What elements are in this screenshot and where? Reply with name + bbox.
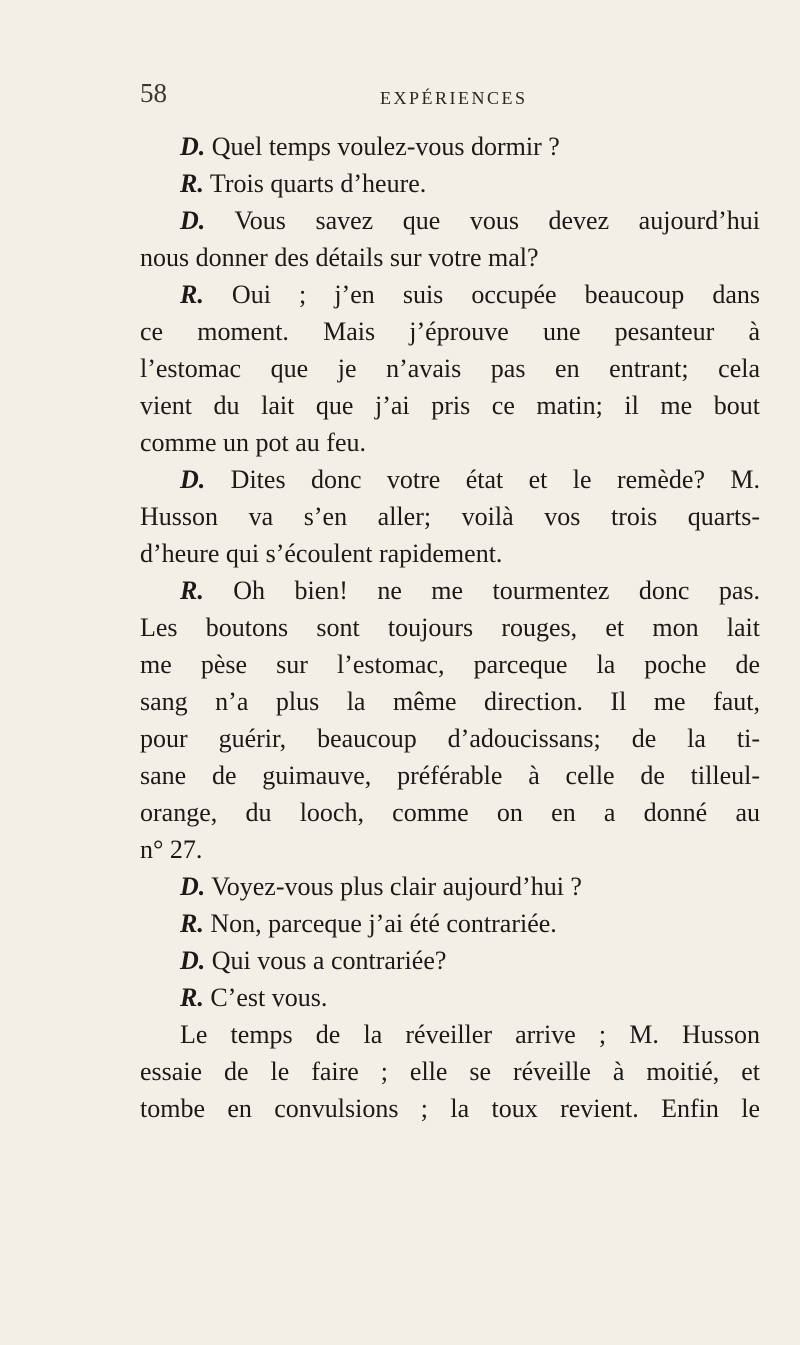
- line-text: Husson va s’en aller; voilà vos trois quarts-: [140, 502, 760, 531]
- text-line: [140, 461, 760, 498]
- text-line: [140, 387, 760, 424]
- speaker-label: R.: [180, 983, 204, 1012]
- text-line: [140, 535, 760, 572]
- text-line: [140, 831, 760, 868]
- text-line: [140, 165, 760, 202]
- body-text: [140, 128, 760, 1127]
- speaker-label: R.: [180, 909, 204, 938]
- text-line: [140, 757, 760, 794]
- line-text: C’est vous.: [203, 983, 328, 1012]
- line-text: Oh bien! ne me tourmentez donc pas.: [203, 576, 760, 605]
- line-text: Quel temps voulez-vous dormir ?: [205, 132, 560, 161]
- page-header: [140, 78, 760, 118]
- line-text: Dites donc votre état et le remède? M.: [205, 465, 760, 494]
- text-line: [140, 609, 760, 646]
- text-line: [140, 1016, 760, 1053]
- text-line: [140, 276, 760, 313]
- text-line: [140, 202, 760, 239]
- text-line: [140, 239, 760, 276]
- line-text: Trois quarts d’heure.: [203, 169, 427, 198]
- text-line: [140, 313, 760, 350]
- speaker-label: D.: [180, 465, 206, 494]
- text-line: [140, 498, 760, 535]
- text-line: [140, 905, 760, 942]
- text-line: [140, 1090, 760, 1127]
- speaker-label: D.: [180, 132, 206, 161]
- text-line: [140, 979, 760, 1016]
- line-text: pour guérir, beaucoup d’adoucissans; de la ti-: [140, 724, 760, 753]
- line-text: essaie de le faire ; elle se réveille à moitié, et: [140, 1057, 760, 1086]
- running-head: EXPÉRIENCES: [380, 88, 528, 108]
- line-text: tombe en convulsions ; la toux revient. Enfin le: [140, 1094, 760, 1123]
- line-text: Non, parceque j’ai été contrariée.: [203, 909, 557, 938]
- line-text: n° 27.: [140, 835, 203, 864]
- speaker-label: D.: [180, 946, 206, 975]
- line-text: Les boutons sont toujours rouges, et mon lait: [140, 613, 760, 642]
- text-line: [140, 572, 760, 609]
- page-number: 58: [140, 78, 167, 108]
- line-text: comme un pot au feu.: [140, 428, 366, 457]
- speaker-label: R.: [180, 576, 204, 605]
- line-text: me pèse sur l’estomac, parceque la poche de: [140, 650, 760, 679]
- text-line: [140, 350, 760, 387]
- line-text: nous donner des détails sur votre mal?: [140, 243, 539, 272]
- line-text: Oui ; j’en suis occupée beaucoup dans: [203, 280, 760, 309]
- line-text: Qui vous a contrariée?: [205, 946, 447, 975]
- text-line: [140, 942, 760, 979]
- text-line: [140, 794, 760, 831]
- line-text: d’heure qui s’écoulent rapidement.: [140, 539, 503, 568]
- line-text: sang n’a plus la même direction. Il me faut,: [140, 687, 760, 716]
- text-line: [140, 1053, 760, 1090]
- line-text: l’estomac que je n’avais pas en entrant; cela: [140, 354, 760, 383]
- speaker-label: D.: [180, 872, 206, 901]
- line-text: Le temps de la réveiller arrive ; M. Husson: [180, 1020, 760, 1049]
- line-text: vient du lait que j’ai pris ce matin; il me bout: [140, 391, 760, 420]
- speaker-label: R.: [180, 280, 204, 309]
- text-line: [140, 868, 760, 905]
- speaker-label: D.: [180, 206, 206, 235]
- text-line: [140, 128, 760, 165]
- line-text: Voyez-vous plus clair aujourd’hui ?: [205, 872, 582, 901]
- line-text: orange, du looch, comme on en a donné au: [140, 798, 760, 827]
- speaker-label: R.: [180, 169, 204, 198]
- text-line: [140, 683, 760, 720]
- line-text: Vous savez que vous devez aujourd’hui: [205, 206, 760, 235]
- text-line: [140, 424, 760, 461]
- text-line: [140, 646, 760, 683]
- text-line: [140, 720, 760, 757]
- line-text: sane de guimauve, préférable à celle de tilleul-: [140, 761, 760, 790]
- line-text: ce moment. Mais j’éprouve une pesanteur à: [140, 317, 760, 346]
